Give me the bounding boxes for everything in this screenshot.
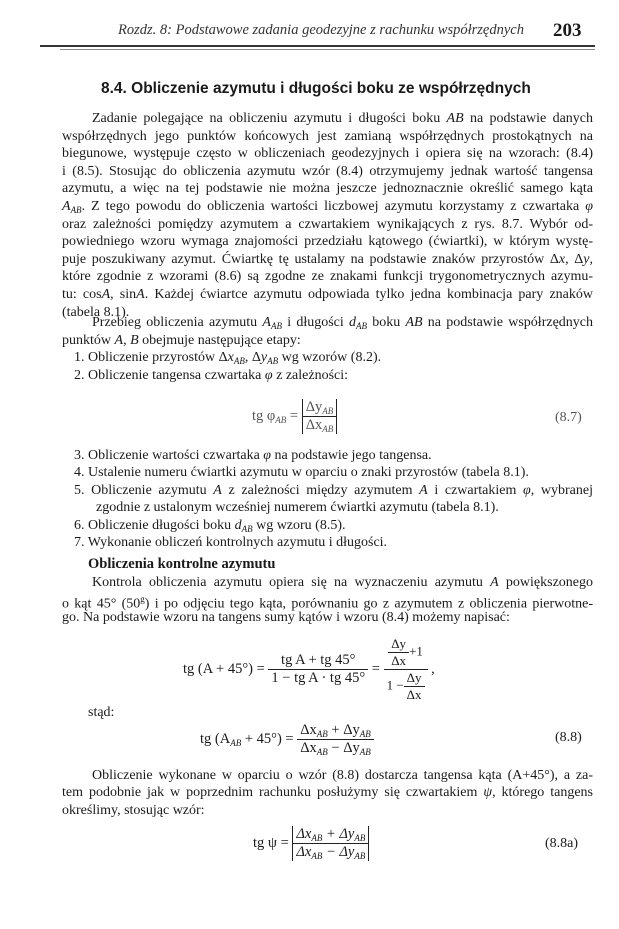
text-line: 6. Obliczenie długości boku $d_{AB}$ wg wzoru (8.5).: [74, 518, 346, 534]
formula-tangent-sum: tg (A + 45°) = $\frac{\text{tg A + tg 45°}}{\text{1 − tg A · tg 45°}}$ = $\frac{\Delta y}{\Delta x}$ +1 1 − $\frac{\Delta y}{\Delta x}$ ,: [183, 636, 435, 702]
text-line: 2. Obliczenie tangensa czwartaka φ z zależności:: [74, 368, 349, 383]
text-line: 1. Obliczenie przyrostów $\Delta x_{AB}$, $\Delta y_{AB}$ wg wzorów (8.2).: [74, 350, 382, 366]
text-stad: stąd:: [88, 705, 115, 720]
text-line: które zgodnie z wzorami (8.6) są zgodne ze znakami funkcji trygonometrycznych azymu-: [62, 269, 593, 285]
text-line: 7. Wykonanie obliczeń kontrolnych azymutu i długości.: [74, 535, 388, 550]
section-title: 8.4. Obliczenie azymutu i długości boku ze współrzędnych: [101, 80, 531, 97]
text-line: punktów A, B obejmuje następujące etapy:: [62, 333, 301, 348]
subsection-title: Obliczenia kontrolne azymutu: [88, 556, 276, 572]
text-line: azymutu, a więc na tej podstawie nie można jeszcze jednoznacznie określić samego kąta: [62, 181, 593, 197]
text-line: puje poszukiwany azymut. Ćwiartkę tę ustalamy na podstawie znaków przyrostów Δx, Δy,: [62, 251, 593, 267]
text-line: $A_{AB}$. Z tego powodu do obliczenia wartości liczbowej azymutu korzystamy z czwartaka φ: [62, 199, 593, 215]
equation-label-8-7: (8.7): [555, 410, 582, 425]
equation-label-8-8a: (8.8a): [545, 836, 579, 851]
text-line: go. Na podstawie wzoru na tangens sumy kątów i wzoru (8.4) możemy napisać:: [62, 610, 510, 625]
text-line: Przebieg obliczenia azymutu $A_{AB}$ i długości $d_{AB}$ boku AB na podstawie współrzędnych: [92, 315, 593, 331]
text-line: 4. Ustalenie numeru ćwiartki azymutu w oparciu o znaki przyrostów (tabela 8.1).: [74, 465, 529, 480]
running-header: Rozdz. 8: Podstawowe zadania geodezyjne z rachunku współrzędnych: [118, 22, 524, 38]
text-line: oraz zależności pomiędzy azymutem a czwartakiem wynikających z rys. 8.7. Wybór od-: [62, 216, 593, 232]
text-line: o kąt 45° (50$^g$) i po odjęciu tego kąta, porównaniu go z azymutem z obliczenia pierwotne-: [62, 594, 593, 612]
text-line: i (8.5). Stosując do obliczenia azymutu wzór (8.4) otrzymujemy jednak wartość tangensa: [62, 163, 593, 179]
text-line: 3. Obliczenie wartości czwartaka φ na podstawie jego tangensa.: [74, 448, 432, 463]
text-line: Obliczenie wykonane w oparciu o wzór (8.8) dostarcza tangensa kąta (A+45°), a za-: [92, 768, 593, 783]
text-line: Zadanie polegające na obliczeniu azymutu i długości boku AB na podstawie danych: [92, 111, 593, 126]
header-rule-thin: [60, 49, 595, 50]
text-line: biegunowe, występuje często w obliczeniach geodezyjnych i opiera się na wzorach: (8.4): [62, 146, 593, 162]
equation-label-8-8: (8.8): [555, 730, 582, 745]
formula-8-8: tg $(A_{AB} + 45^\circ)$ = $\frac{\Delta x_{AB} + \Delta y_{AB}}{\Delta x_{AB} - \Delta y_{AB}}$: [200, 722, 374, 757]
formula-8-8a: tg ψ = $\frac{\Delta x_{AB} + \Delta y_{AB}}{\Delta x_{AB} - \Delta y_{AB}}$: [253, 826, 369, 861]
text-line: określimy, stosując wzór:: [62, 803, 205, 818]
text-line: tu: cosA, sinA. Każdej ćwiartce azymutu odpowiada tylko jedna kombinacja pary znaków: [62, 287, 593, 302]
text-line: zgodnie z ustalonym wcześniej numerem ćwiartki azymutu (tabela 8.1).: [96, 500, 499, 515]
header-rule: [40, 45, 595, 47]
text-line: tem podobnie jak w poprzednim rachunku posłużymy się czwartakiem ψ, którego tangens: [62, 785, 593, 800]
page-number: 203: [553, 20, 582, 41]
text-line: powiedniego wzoru wymaga znajomości przedziału kątowego (ćwiartki), w którym wystę-: [62, 234, 593, 250]
formula-8-7: tg $\varphi_{AB}$ = $\frac{\Delta y_{AB}}{\Delta x_{AB}}$: [252, 399, 337, 434]
text-line: współrzędnych jego punktów końcowych jest zamianą współrzędnych prostokątnych na: [62, 128, 593, 144]
text-line: Kontrola obliczenia azymutu opiera się na wyznaczeniu azymutu A powiększonego: [92, 575, 593, 590]
text-line: 5. Obliczenie azymutu A z zależności między azymutem A i czwartakiem φ, wybranej: [74, 483, 594, 498]
text-line: (tabela 8.1).: [62, 304, 130, 320]
